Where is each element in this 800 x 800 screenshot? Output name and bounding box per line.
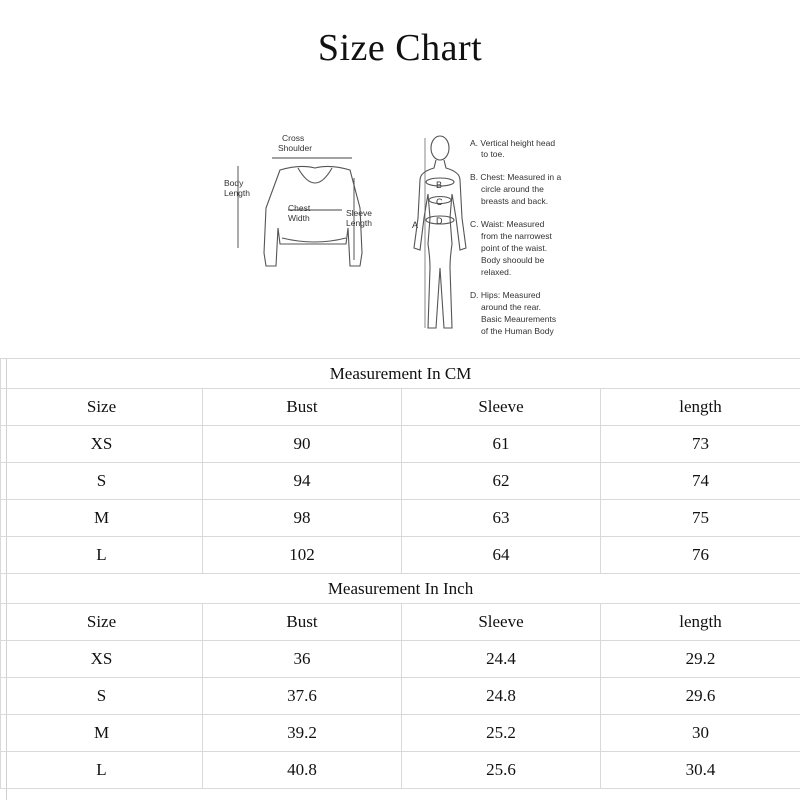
table-cell: L <box>1 752 203 789</box>
size-table-cm <box>0 358 800 789</box>
label-cross-shoulder-2: Shoulder <box>278 143 313 153</box>
table-row <box>1 500 800 537</box>
table-heading: Measurement In CM <box>1 359 800 389</box>
table-cell: 76 <box>601 537 800 574</box>
column-header-sleeve: Sleeve <box>402 604 601 641</box>
label-chest-width: Chest <box>288 203 311 213</box>
size-tables <box>0 358 800 789</box>
column-header-sleeve: Sleeve <box>402 389 601 426</box>
note-d-2: around the rear. <box>481 302 542 312</box>
table-cell: S <box>1 463 203 500</box>
table-cell: 102 <box>203 537 402 574</box>
table-cell: 94 <box>203 463 402 500</box>
body-figure <box>414 136 466 328</box>
table-cell: 29.2 <box>601 641 800 678</box>
label-body-length-2: Length <box>224 188 250 198</box>
table-cell: 62 <box>402 463 601 500</box>
table-cell: 98 <box>203 500 402 537</box>
note-b-3: breasts and back. <box>481 196 549 206</box>
table-cell: 75 <box>601 500 800 537</box>
table-cell: M <box>1 715 203 752</box>
table-cell: 24.4 <box>402 641 601 678</box>
table-cell: 25.2 <box>402 715 601 752</box>
table-cell: 63 <box>402 500 601 537</box>
table-cell: 40.8 <box>203 752 402 789</box>
note-d-3: Basic Meaurements <box>481 314 557 324</box>
note-d-1: D. Hips: Measured <box>470 290 541 300</box>
table-cell: 29.6 <box>601 678 800 715</box>
table-cell: L <box>1 537 203 574</box>
table-row <box>1 641 800 678</box>
table-heading-row <box>1 574 800 604</box>
measurement-diagram <box>210 118 590 340</box>
body-letter-c: C <box>436 197 443 207</box>
label-chest-width-2: Width <box>288 213 310 223</box>
label-cross-shoulder: Cross <box>282 133 305 143</box>
table-cell: 30 <box>601 715 800 752</box>
table-heading: Measurement In Inch <box>1 574 800 604</box>
table-cell: 37.6 <box>203 678 402 715</box>
table-row <box>1 715 800 752</box>
measurement-illustration <box>210 118 590 340</box>
table-cell: 36 <box>203 641 402 678</box>
body-letter-a: A <box>412 220 419 230</box>
label-sleeve-length: Sleeve <box>346 208 372 218</box>
table-cell: 64 <box>402 537 601 574</box>
column-header-length: length <box>601 389 800 426</box>
table-cell: XS <box>1 641 203 678</box>
page-title: Size Chart <box>317 27 483 69</box>
table-header-row <box>1 389 800 426</box>
table-heading-row <box>1 359 800 389</box>
table-row <box>1 752 800 789</box>
table-cell: XS <box>1 426 203 463</box>
table-row <box>1 426 800 463</box>
note-a-1: A. Vertical height head <box>470 138 556 148</box>
table-header-row <box>1 604 800 641</box>
table-row <box>1 678 800 715</box>
column-header-length: length <box>601 604 800 641</box>
table-cell: 74 <box>601 463 800 500</box>
note-a-2: to toe. <box>481 149 505 159</box>
label-sleeve-length-2: Length <box>346 218 372 228</box>
body-letter-d: D <box>436 216 443 226</box>
column-header-size: Size <box>1 389 203 426</box>
note-c-5: relaxed. <box>481 267 512 277</box>
table-cell: 90 <box>203 426 402 463</box>
note-b-1: B. Chest: Measured in a <box>470 172 562 182</box>
column-header-size: Size <box>1 604 203 641</box>
table-cell: M <box>1 500 203 537</box>
measurement-notes <box>470 138 561 336</box>
body-letter-b: B <box>436 180 443 190</box>
table-cell: 39.2 <box>203 715 402 752</box>
table-cell: 24.8 <box>402 678 601 715</box>
note-d-4: of the Human Body <box>481 326 554 336</box>
note-c-4: Body shoould be <box>481 255 545 265</box>
column-header-bust: Bust <box>203 604 402 641</box>
table-cell: 30.4 <box>601 752 800 789</box>
table-row <box>1 537 800 574</box>
table-cell: 25.6 <box>402 752 601 789</box>
label-body-length: Body <box>224 178 244 188</box>
table-cell: 61 <box>402 426 601 463</box>
note-c-1: C. Waist: Measured <box>470 219 545 229</box>
note-b-2: circle around the <box>481 184 544 194</box>
table-cell: S <box>1 678 203 715</box>
note-c-3: point of the waist. <box>481 243 548 253</box>
column-header-bust: Bust <box>203 389 402 426</box>
table-cell: 73 <box>601 426 800 463</box>
note-c-2: from the narrowest <box>481 231 552 241</box>
table-row <box>1 463 800 500</box>
